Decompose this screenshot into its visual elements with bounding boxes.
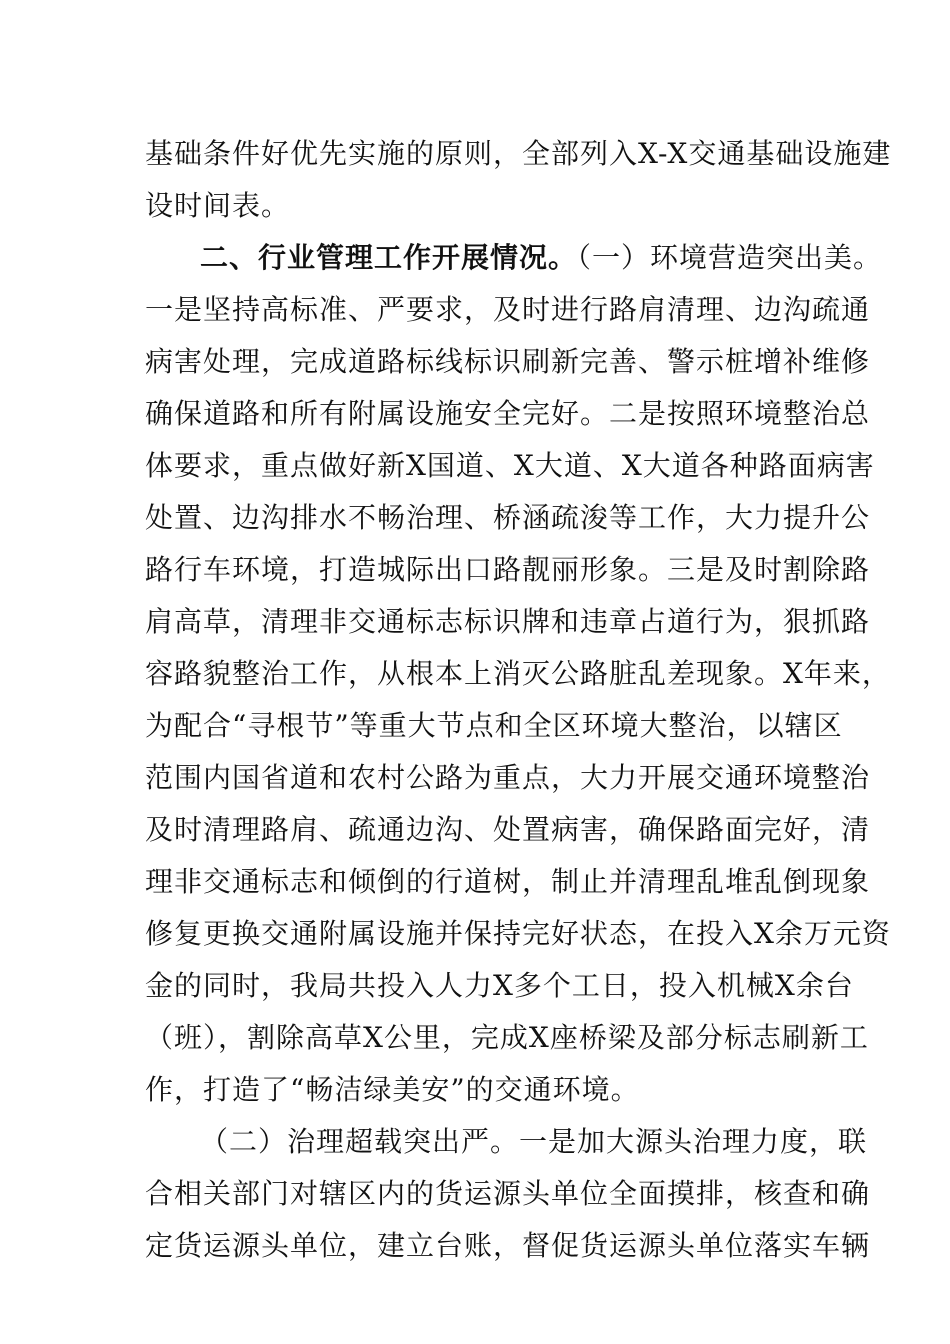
section-heading-line	[200, 241, 882, 275]
text-line: 确保道路和所有附属设施安全完好。二是按照环境整治总	[145, 397, 871, 430]
text-line: 定货运源头单位，建立台账，督促货运源头单位落实车辆	[145, 1229, 871, 1262]
text-line: 金的同时，我局共投入人力X多个工日，投入机械X余台	[145, 969, 854, 1002]
text-line: 路行车环境，打造城际出口路靓丽形象。三是及时割除路	[145, 553, 871, 586]
text-line: 为配合“寻根节”等重大节点和全区环境大整治，以辖区	[145, 709, 843, 742]
text-line: 范围内国省道和农村公路为重点，大力开展交通环境整治	[145, 761, 871, 794]
subsection-title: （一）环境营造突出美。	[577, 241, 883, 274]
text-line: 理非交通标志和倾倒的行道树，制止并清理乱堆乱倒现象	[145, 865, 871, 898]
text-line: 一是坚持高标准、严要求，及时进行路肩清理、边沟疏通	[145, 293, 871, 326]
text-line: 处置、边沟排水不畅治理、桥涵疏浚等工作，大力提升公	[145, 501, 871, 534]
text-line: 合相关部门对辖区内的货运源头单位全面摸排，核查和确	[145, 1177, 871, 1210]
text-line: 作，打造了“畅洁绿美安”的交通环境。	[145, 1073, 640, 1106]
text-line: 体要求，重点做好新X国道、X大道、X大道各种路面病害	[145, 449, 875, 482]
text-line: 修复更换交通附属设施并保持完好状态，在投入X余万元资	[145, 917, 891, 950]
text-line: （班），割除高草X公里，完成X座桥梁及部分标志刷新工	[145, 1021, 869, 1054]
text-line: 容路貌整治工作，从根本上消灭公路脏乱差现象。X年来，	[145, 657, 891, 690]
section-heading: 二、行业管理工作开展情况。	[200, 241, 578, 274]
text-line: （二）治理超载突出严。一是加大源头治理力度，联	[200, 1125, 868, 1158]
text-line: 及时清理路肩、疏通边沟、处置病害，确保路面完好，清	[145, 813, 871, 846]
text-line: 设时间表。	[145, 189, 291, 222]
text-line: 基础条件好优先实施的原则，全部列入X-X交通基础设施建	[145, 137, 892, 170]
text-line: 肩高草，清理非交通标志标识牌和违章占道行为，狠抓路	[145, 605, 871, 638]
text-line: 病害处理，完成道路标线标识刷新完善、警示桩增补维修	[145, 345, 871, 378]
